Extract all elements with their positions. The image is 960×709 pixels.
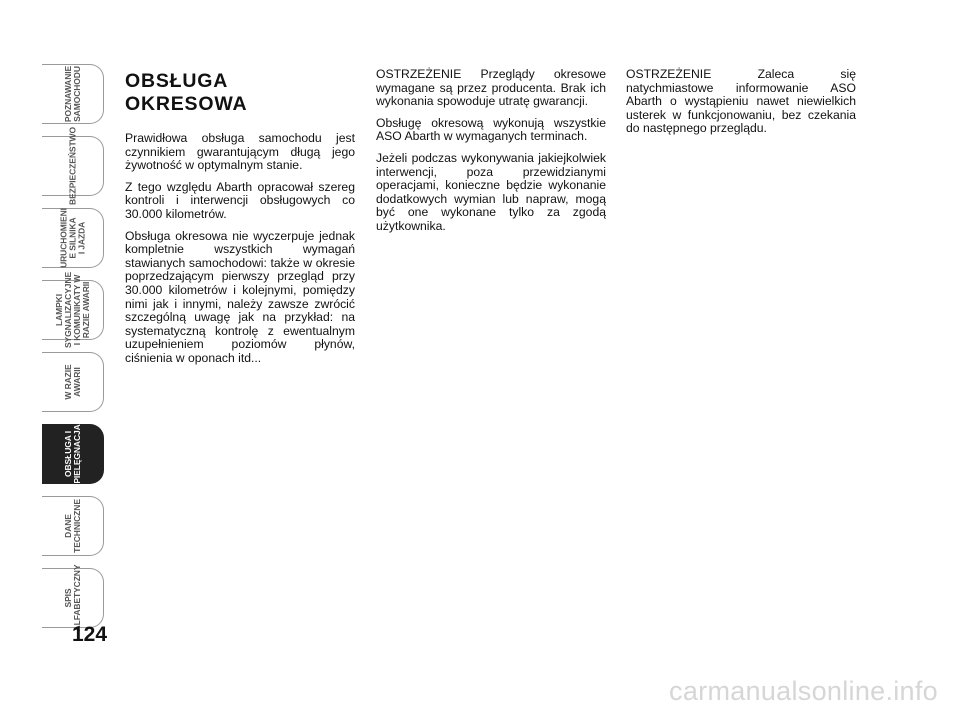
page-number: 124 bbox=[72, 623, 108, 646]
tab-obsluga-i-pielegnacja[interactable] bbox=[42, 424, 104, 484]
paragraph: Z tego względu Abarth opracował szereg kontroli i interwencji obsługowych co 30.000 kilometrów. bbox=[125, 179, 355, 221]
paragraph: Prawidłowa obsługa samochodu jest czynnikiem gwarantującym długą jego żywotność w optymalnym stanie. bbox=[125, 131, 355, 173]
text-column-2 bbox=[376, 68, 606, 242]
text-column-1 bbox=[125, 68, 355, 374]
tab-uruchomienie-silnika[interactable] bbox=[42, 208, 104, 268]
paragraph: Obsługę okresową wykonują wszystkie ASO Abarth w wymaganych terminach. bbox=[376, 115, 606, 144]
tab-label: OBSŁUGA I PIELĘGNACJA bbox=[62, 424, 82, 484]
tab-poznawanie-samochodu[interactable] bbox=[42, 64, 104, 124]
tab-label: POZNAWANIE SAMOCHODU bbox=[62, 65, 82, 123]
watermark: carmanualsonline.info bbox=[669, 676, 938, 706]
tab-w-razie-awarii[interactable] bbox=[42, 352, 104, 412]
paragraph: Jeżeli podczas wykonywania jakiejkolwiek interwencji, poza przewidzianymi operacjami, konieczne będzie wykonanie dodatkowych wymian lub napraw, mogą być one wykonane tylko za zgodą użytkownika. bbox=[376, 150, 606, 233]
tab-label: W RAZIE AWARII bbox=[62, 364, 82, 400]
warning-paragraph: OSTRZEŻENIE Zaleca się natychmiastowe informowanie ASO Abarth o wystąpieniu nawet niewielkich usterek w funkcjonowaniu, bez czekania do następnego przeglądu. bbox=[626, 67, 856, 136]
chapter-tabs bbox=[42, 64, 104, 640]
tab-label: SPIS ALFABETYCZNY bbox=[62, 564, 82, 632]
tab-label: LAMPKI SYGNALIZACYJNE I KOMUNIKATY W RAZIE AWARII bbox=[53, 271, 91, 349]
tab-spis-alfabetyczny[interactable] bbox=[42, 564, 104, 632]
tab-label: DANE TECHNICZNE bbox=[62, 499, 82, 553]
tab-bezpieczenstwo[interactable] bbox=[42, 127, 104, 205]
tab-dane-techniczne[interactable] bbox=[42, 496, 104, 556]
warning-paragraph: OSTRZEŻENIE Przeglądy okresowe wymagane są przez producenta. Brak ich wykonania spowoduje utratę gwarancji. bbox=[376, 67, 606, 109]
tab-label: BEZPIECZEŃSTWO bbox=[67, 127, 77, 205]
page-title: OBSŁUGA OKRESOWA bbox=[125, 70, 248, 115]
text-column-3 bbox=[626, 68, 856, 144]
tab-lampki-sygnalizacyjne[interactable] bbox=[42, 271, 104, 349]
tab-label: URUCHOMIENI E SILNIKA I JAZDA bbox=[58, 208, 86, 268]
paragraph: Obsługa okresowa nie wyczerpuje jednak kompletnie wszystkich wymagań stawianych samochodowi: także w okresie poprzedzającym pierwszy przegląd przy 30.000 kilometrów i kolejnymi, pomiędzy nimi jak i innymi, należy zawsze zwrócić szczególną uwagę jak na przykład: na systematyczną kontrolę z ewentualnym uzupełnieniem poziomów płynów, ciśnienia w oponach itd... bbox=[125, 228, 355, 365]
